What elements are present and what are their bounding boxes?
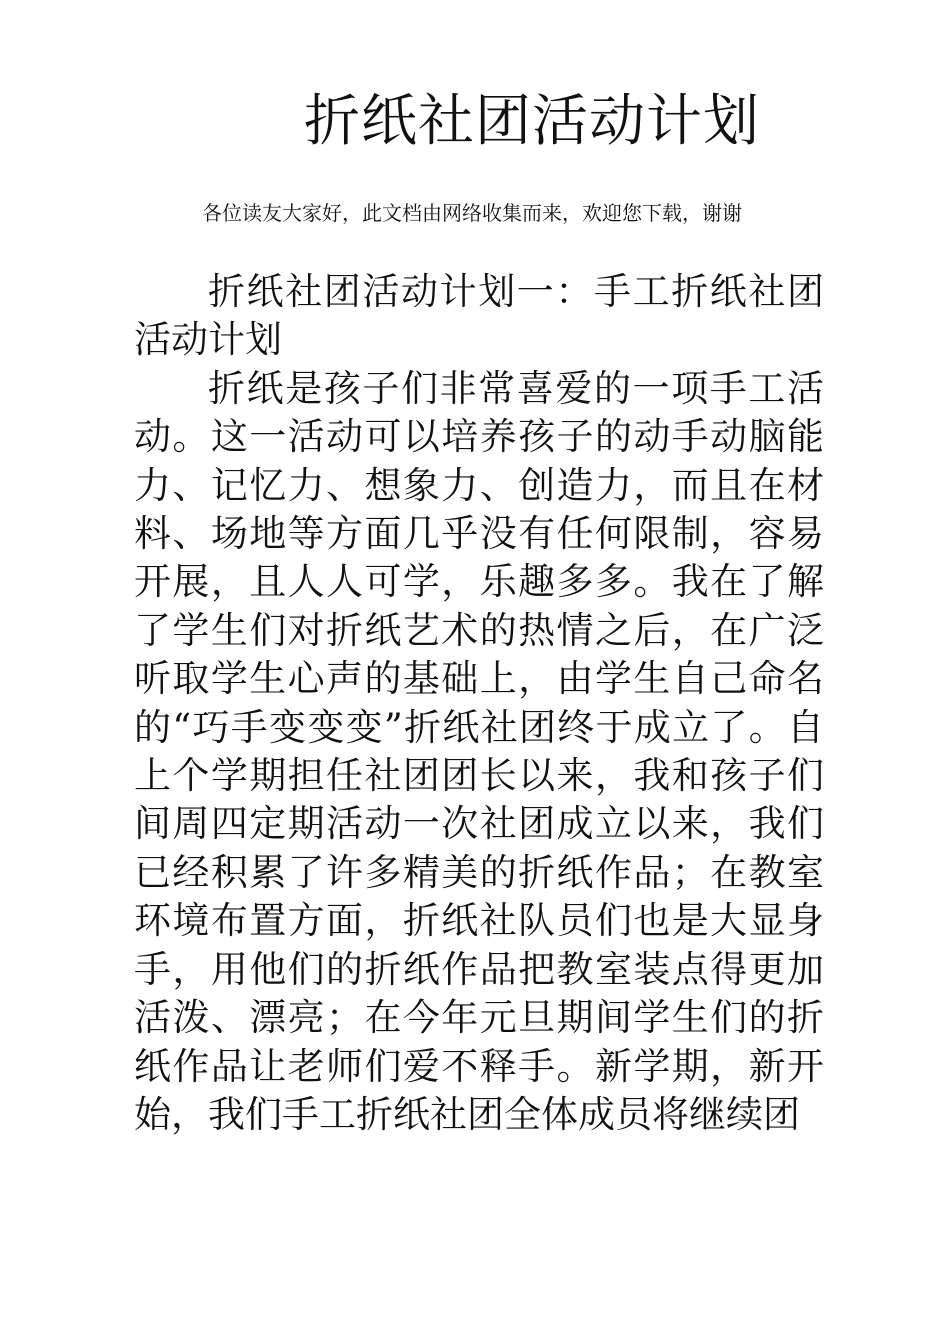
section-heading: 折纸社团活动计划一：手工折纸社团活动计划 [134,270,824,362]
document-body [134,268,824,1139]
document-title: 折纸社团活动计划 [304,89,760,154]
body-paragraph: 折纸是孩子们非常喜爱的一项手工活动。这一活动可以培养孩子的动手动脑能力、记忆力、想象力、创造力，而且在材料、场地等方面几乎没有任何限制，容易开展，且人人可学，乐趣多多。我在了解了学生们对折纸艺术的热情之后，在广泛听取学生心声的基础上，由学生自己命名的“巧手变变变”折纸社团终于成立了。自上个学期担任社团团长以来，我和孩子们间周四定期活动一次社团成立以来，我们已经积累了许多精美的折纸作品；在教室环境布置方面，折纸社队员们也是大显身手，用他们的折纸作品把教室装点得更加活泼、漂亮；在今年元旦期间学生们的折纸作品让老师们爱不释手。新学期，新开始，我们手工折纸社团全体成员将继续团 [134,366,824,1136]
download-notice: 各位读友大家好，此文档由网络收集而来，欢迎您下载，谢谢 [202,201,742,225]
